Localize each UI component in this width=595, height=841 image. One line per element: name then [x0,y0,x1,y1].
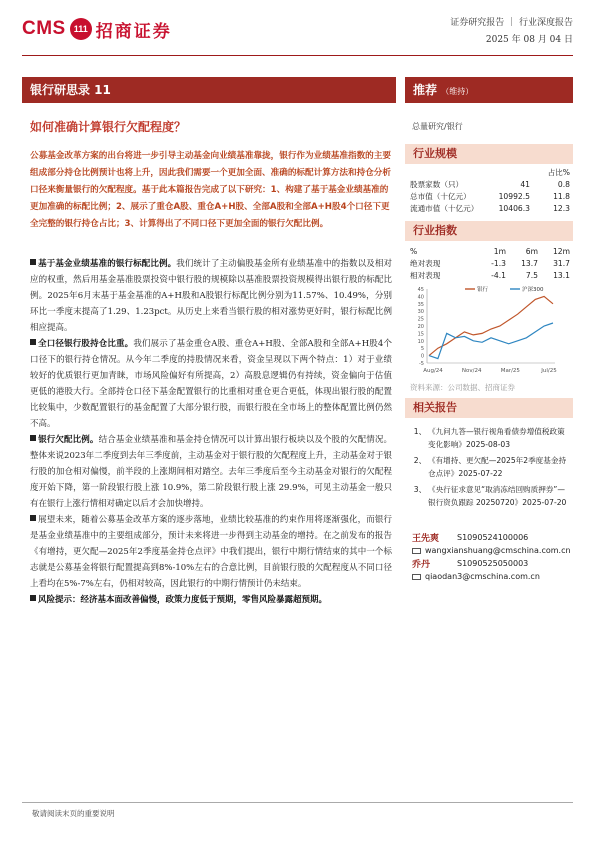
y-tick-label: 10 [417,338,424,345]
related-report-title[interactable]: 《九问九答—银行视角看债券增值税政策变化影响》2025-08-03 [428,427,565,449]
company-logo [22,12,222,46]
bullet-key: 基于基金业绩基准的银行标配比例。 [38,259,177,269]
author-license: S1090524100006 [457,533,529,542]
bullet-key: 银行欠配比例。 [38,435,99,445]
bullet-item [30,336,392,432]
y-tick-label: 20 [417,324,424,330]
header-meta [450,15,573,49]
y-tick-label: 5 [420,346,424,353]
table-row [410,257,570,269]
y-tick-label: 25 [417,316,424,323]
analyst-category: 总量研究/银行 [412,122,463,131]
x-tick-label: Aug/24 [423,368,443,374]
x-tick-label: Jul/25 [541,368,557,374]
related-reports-heading: 相关报告 [405,398,573,418]
logo-latin: CMS [22,18,66,39]
row-pct: 11.8 [553,191,570,201]
bullet-text: 我们统计了主动偏股基金所有业绩基准中的指数以及相对应的权重，然后用基金基准股票投资中银行股的规模除以基准股票投资规模得出银行股的标配比例。2025年6月末基于基金基准的A+H股和A股银行标配比例分别为11.57%、10.49%，分别环比一季度末提高了1.29、1.23pct。从历史上来看当银行股的相对涨势更好时，银行标配比例相应提高。 [30,259,392,333]
chart-source: 资料来源：公司数据、招商证券 [410,383,515,392]
bullet-key: 全口径银行股持仓比重。 [38,339,134,349]
recommendation-note: （维持） [441,87,474,96]
bullet-text: 我们展示了基金重仓A股、重仓A+H股、全部A股和全部A+H股4个口径下的银行持仓情况。从今年二季度的持股情况来看，资金呈现以下两个特点：1）对于业绩较好的优质银行更加青睐，市场风险偏好有所提高，2）高股息逻辑仍有持续，资金偏向于估值更低的港股大行。全部持仓口径下基金配置银行的比重相对重仓更合更低，体现出银行股的配置比较集中，少数配置银行的基金配置了大部分银行股，而银行股在全市场上的整体配置比例仍然不高。 [30,339,392,429]
x-tick-label: Nov/24 [461,368,482,374]
col-header: 12m [552,246,570,256]
bullet-item [30,256,392,336]
row-value: 31.7 [553,258,570,268]
row-pct: 0.8 [557,179,570,189]
bullet-item [30,512,392,592]
col-header: % [410,246,418,256]
related-report-item[interactable]: 3、 《央行征求意见“取消冻结回购质押券”—银行资负跟踪 20250720》2025-07-20 [412,484,570,509]
author-row [412,557,572,570]
related-report-item[interactable]: 2、 《有增持、更欠配—2025年2季度基金持仓点评》2025-07-22 [412,455,570,480]
legend-label: 银行 [477,287,489,293]
col-header: 6m [525,246,538,256]
report-type: 证券研究报告 ｜ 行业深度报告 [450,18,573,28]
risk-text: 风险提示：经济基本面改善偏慢，政策力度低于预期，零售风险暴露超预期。 [38,595,328,605]
row-label: 流通市值（十亿元） [410,203,479,213]
author-email-text[interactable]: qiaodan3@cmschina.com.cn [425,572,540,581]
row-label: 相对表现 [410,270,441,280]
y-tick-label: 35 [417,301,424,308]
bullet-square-icon [30,595,36,601]
report-subtitle: 如何准确计算银行欠配程度？ [30,120,187,134]
author-name: 王先爽 [412,534,440,544]
bullet-item [30,432,392,512]
industry-scale-table [410,166,570,214]
industry-index-table [410,245,570,281]
author-row [412,531,572,544]
header-divider [22,55,573,56]
x-tick-label: Mar/25 [500,368,520,374]
logo-badge-icon: 111 [70,18,92,40]
author-email[interactable] [412,570,572,583]
row-value: 7.5 [525,270,538,280]
row-pct: 12.3 [553,203,570,213]
pct-header: 占比% [547,167,570,177]
table-row [410,269,570,281]
row-value: -1.3 [491,258,506,268]
table-row [410,190,570,202]
bullet-text: 结合基金业绩基准和基金持仓情况可以计算出银行板块以及个股的欠配情况。整体来说2023年二季度到去年三季度前，主动基金对于银行股的欠配程度上升，主动基金对于银行股的加仓相对偏慢，前半段的上涨期间相对踏空。去年三季度后至今主动基金对银行的欠配程度开始下降，第一阶段银行股上涨 10.9%，第二阶段银行股上涨 29.9%，可见主动基金一般只有在银行上涨行情相对确定以后才会加快增持。 [30,435,392,509]
y-tick-label: 15 [417,331,424,338]
logo-chinese: 招商证券 [95,21,172,42]
legend-label: 沪深300 [522,287,544,293]
footer-divider [22,802,573,803]
bullet-list [30,256,392,608]
report-summary: 公募基金改革方案的出台将进一步引导主动基金向业绩基准靠拢，银行作为业绩基准指数的主要组成部分持仓比例预计也将上升，因此我们需要一个更加全面、准确的标配计算方法和持仓分析口径来衡量银行的欠配程度。基于此本篇报告完成了以下研究：1、构建了基于基金业绩基准的更加准确的标配比例；2、展示了重仓A股、重仓A+H股、全部A股和全部A+H股4个口径下更全完整的银行持仓占比；3、计算得出了不同口径下更加全面的银行欠配比例。 [30,151,391,229]
col-header: 1m [493,246,506,256]
y-tick-label: 30 [417,309,424,316]
row-value: -4.1 [491,270,506,280]
row-value: 10406.3 [498,203,530,213]
related-report-title[interactable]: 《央行征求意见“取消冻结回购质押券”—银行资负跟踪 20250720》2025-07-20 [428,485,567,507]
industry-index-heading: 行业指数 [405,221,573,241]
y-tick-label: 40 [417,294,424,301]
bullet-square-icon [30,435,36,441]
row-label: 股票家数（只） [410,179,464,189]
author-email-text[interactable]: wangxianshuang@cmschina.com.cn [425,546,571,555]
bullet-square-icon [30,339,36,345]
row-value: 10992.5 [498,191,530,201]
author-email[interactable] [412,544,572,557]
row-value: 41 [520,179,530,189]
row-value: 13.7 [521,258,538,268]
authors-block [412,531,572,583]
bullet-square-icon [30,515,36,521]
related-report-title[interactable]: 《有增持、更欠配—2025年2季度基金持仓点评》2025-07-22 [428,456,567,478]
related-report-item[interactable]: 1、 《九问九答—银行视角看债券增值税政策变化影响》2025-08-03 [412,426,570,451]
row-label: 总市值（十亿元） [410,191,471,201]
row-value: 13.1 [553,270,570,280]
table-row [410,202,570,214]
risk-warning [30,592,392,608]
report-date: 2025 年 08 月 04 日 [485,35,573,45]
row-label: 绝对表现 [410,258,441,268]
footer-note: 敬请阅读末页的重要说明 [32,809,115,818]
bullet-square-icon [30,259,36,265]
table-header-row [410,245,570,257]
related-reports-list [412,426,570,513]
industry-scale-heading: 行业规模 [405,144,573,164]
series-title-bar: 银行研思录 11 [22,77,396,103]
y-tick-label: -5 [419,361,424,367]
author-license: S1090525050003 [457,559,529,568]
mail-icon [412,548,421,554]
y-tick-label: 0 [420,353,424,360]
mail-icon [412,574,421,580]
author-name: 乔丹 [412,560,431,570]
series-line-bank [429,296,553,355]
bullet-text: 展望未来，随着公募基金改革方案的逐步落地，业绩比较基准的约束作用将逐渐强化，而银行是基金业绩基准中的主要组成部分，预计未来将进一步得到主动基金的增持。在之前发布的报告《有增持，更欠配—2025年2季度基金持仓点评》中我们提出，银行中期行情结束的其中一个标志就是公募基金将银行配置提高到8%-10%左右的合意比例，目前银行股的欠配程度从不同口径上看均在5%-7%左右，仍相对较高，因此银行的中期行情预计仍未结束。 [30,515,392,589]
recommendation-label: 推荐 [413,83,438,97]
table-header-row [410,166,570,178]
table-row [410,178,570,190]
series-line-csi300 [429,323,553,359]
performance-chart [405,283,573,378]
recommendation-bar [405,77,573,103]
y-tick-label: 45 [417,287,424,293]
